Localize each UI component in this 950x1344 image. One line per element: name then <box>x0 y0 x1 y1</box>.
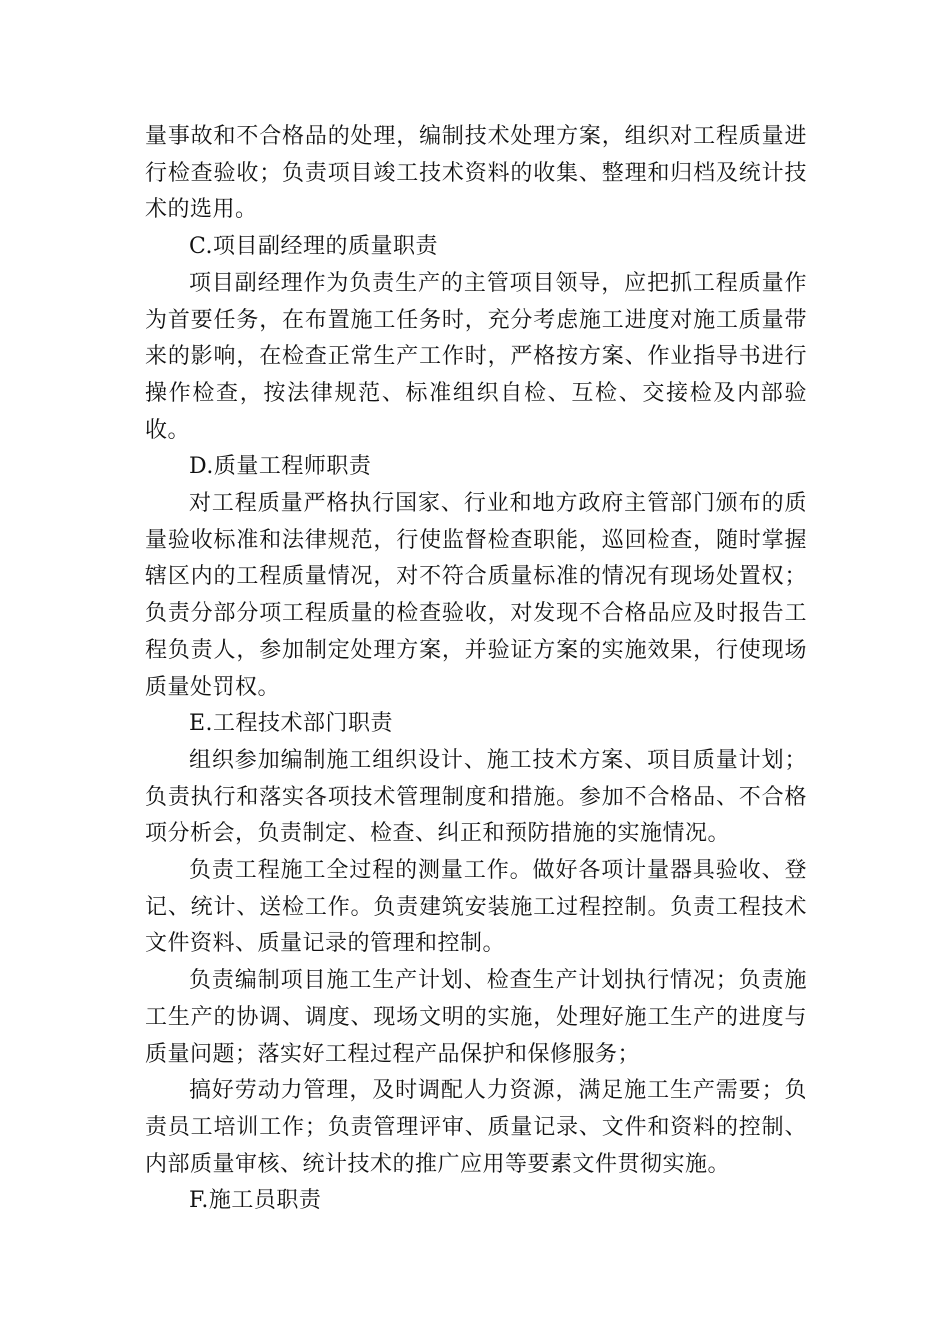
paragraph-deputy-manager-duties: 项目副经理作为负责生产的主管项目领导，应把抓工程质量作为首要任务，在布置施工任务时，充分考虑施工进度对施工质量带来的影响，在检查正常生产工作时，严格按方案、作业指导书进行操作检查，按法律规范、标准组织自检、互检、交接检及内部验收。 <box>145 270 807 443</box>
heading-engineering-tech-dept-duties: E.工程技术部门职责 <box>189 711 394 737</box>
paragraph-tech-dept-planning: 组织参加编制施工组织设计、施工技术方案、项目质量计划；负责执行和落实各项技术管理制度和措施。参加不合格品、不合格项分析会，负责制定、检查、纠正和预防措施的实施情况。 <box>145 747 807 847</box>
heading-quality-engineer-duties: D.质量工程师职责 <box>189 454 372 480</box>
paragraph-tech-dept-labor: 搞好劳动力管理，及时调配人力资源，满足施工生产需要；负责员工培训工作；负责管理评审、质量记录、文件和资料的控制、内部质量审核、统计技术的推广应用等要素文件贯彻实施。 <box>145 1078 807 1177</box>
heading-construction-worker-duties: F.施工员职责 <box>189 1188 322 1214</box>
paragraph-quality-engineer-duties: 对工程质量严格执行国家、行业和地方政府主管部门颁布的质量验收标准和法律规范，行使监督检查职能，巡回检查，随时掌握辖区内的工程质量情况，对不符合质量标准的情况有现场处置权；负责分部分项工程质量的检查验收，对发现不合格品应及时报告工程负责人，参加制定处理方案，并验证方案的实施效果，行使现场质量处罚权。 <box>145 491 807 700</box>
paragraph-quality-accident-handling: 量事故和不合格品的处理，编制技术处理方案，组织对工程质量进行检查验收；负责项目竣工技术资料的收集、整理和归档及统计技术的选用。 <box>145 124 807 223</box>
heading-deputy-manager-duties: C.项目副经理的质量职责 <box>189 234 439 260</box>
document-body <box>145 119 807 1220</box>
paragraph-tech-dept-measurement: 负责工程施工全过程的测量工作。做好各项计量器具验收、登记、统计、送检工作。负责建筑安装施工过程控制。负责工程技术文件资料、质量记录的管理和控制。 <box>145 858 807 957</box>
paragraph-tech-dept-scheduling: 负责编制项目施工生产计划、检查生产计划执行情况；负责施工生产的协调、调度、现场文明的实施，处理好施工生产的进度与质量问题；落实好工程过程产品保护和保修服务； <box>145 968 807 1067</box>
